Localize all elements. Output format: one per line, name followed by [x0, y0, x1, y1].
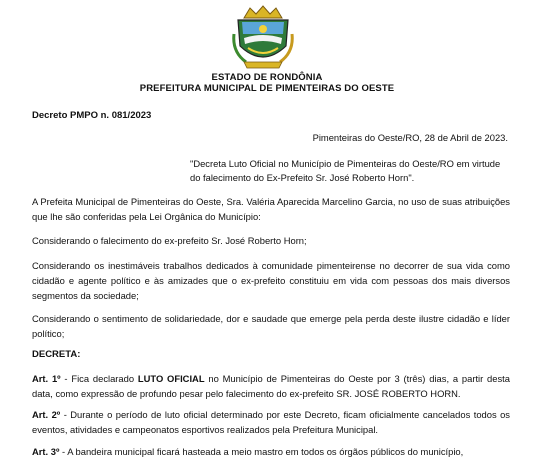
article-1-pre: - Fica declarado: [60, 373, 138, 384]
article-3-label: Art. 3º: [32, 446, 60, 457]
article-3-text: - A bandeira municipal ficará hasteada a meio mastro em todos os órgãos públicos do município,: [59, 446, 464, 457]
article-1-text: no Município de Pimenteiras do Oeste por 3 (três) dias, a partir desta data, como expressão de profundo pesar pelo falecimento do ex-prefeito SR. JOSÉ ROBERTO HORN.: [32, 373, 510, 399]
municipal-coat-of-arms-icon: [232, 4, 294, 70]
article-2: [32, 407, 510, 437]
article-2-text: - Durante o período de luto oficial determinado por este Decreto, ficam oficialmente cancelados todos os eventos, atividades e campeonatos esportivos realizados pela Prefeitura Municipal.: [32, 409, 510, 435]
prefecture-name: PREFEITURA MUNICIPAL DE PIMENTEIRAS DO OESTE: [139, 83, 395, 94]
article-1: [32, 371, 510, 401]
decree-ementa: "Decreta Luto Oficial no Município de Pimenteiras do Oeste/RO em virtude do falecimento do Ex-Prefeito Sr. José Roberto Horn".: [190, 158, 501, 183]
decree-date: Pimenteiras do Oeste/RO, 28 de Abril de 2023.: [312, 132, 508, 143]
considerando-3: Considerando o sentimento de solidariedade, dor e saudade que emerge pela perda deste ilustre cidadão e líder político;: [32, 313, 510, 339]
considerando-2: Considerando os inestimáveis trabalhos dedicados à comunidade pimenteirense no decorrer de sua vida como cidadão e agente político e às amizades que o ex-prefeito constituiu em vida com pessoas dos mais diversos segmentos da sociedade;: [32, 260, 510, 301]
article-2-label: Art. 2º: [32, 409, 61, 420]
state-name: ESTADO DE RONDÔNIA: [211, 72, 323, 83]
luto-oficial: LUTO OFICIAL: [137, 373, 205, 384]
intro-paragraph: A Prefeita Municipal de Pimenteiras do Oeste, Sra. Valéria Aparecida Marcelino Garcia, no uso de suas atribuições que lhe são conferidas pela Lei Orgânica do Município:: [32, 196, 510, 222]
article-3: [32, 444, 510, 459]
decreta-heading: DECRETA:: [32, 349, 81, 360]
considerando-1: Considerando o falecimento do ex-prefeito Sr. José Roberto Horn;: [32, 235, 307, 246]
article-1-label: Art. 1º: [32, 373, 61, 384]
decree-number: Decreto PMPO n. 081/2023: [32, 110, 152, 121]
